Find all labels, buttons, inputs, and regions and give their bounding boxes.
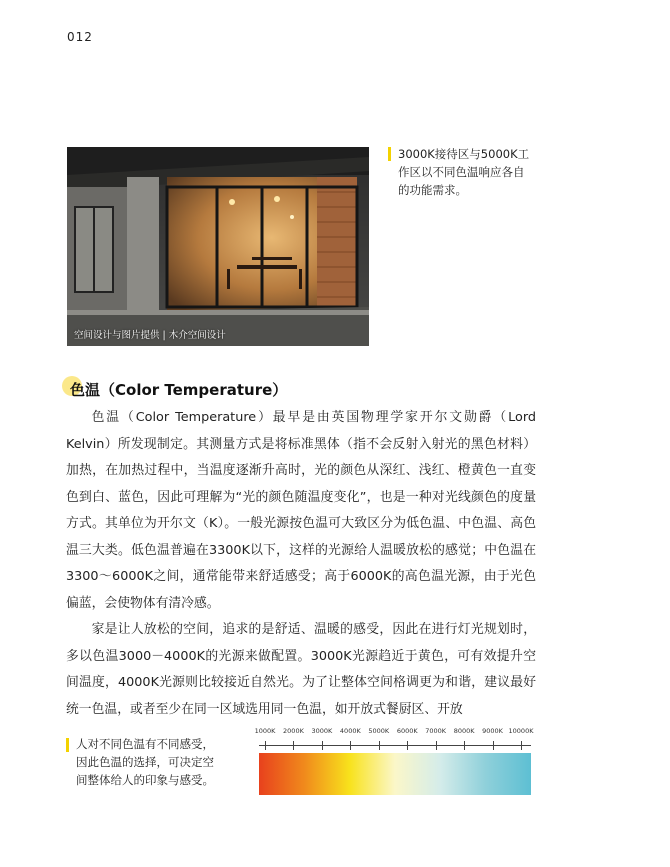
scale-label: 3000K xyxy=(311,727,333,735)
paragraph: 色温（Color Temperature）最早是由英国物理学家开尔文勋爵（Lord Kelvin）所发现制定。其测量方式是将标准黑体（指不会反射入射光的黑色材料）加热，在加热过程中，当温度逐渐升高时，光的颜色从深红、浅红、橙黄色一直变色到白、蓝色，因此可理解为“光的颜色随温度变化”，也是一种对光线颜色的度量方式。其单位为开尔文（K）。一般光源按色温可大致区分为低色温、中色温、高色温三大类。低色温普遍在3300K以下，这样的光源给人温暖放松的感觉；中色温在3300～6000K之间，通常能带来舒适感受；高于6000K的高色温光源，由于光色偏蓝，会使物体有清冷感。 xyxy=(66,410,536,611)
scale-label: 9000K xyxy=(482,727,503,735)
scale-label: 4000K xyxy=(339,727,361,735)
scale-label: 5000K xyxy=(368,727,390,735)
scale-label: 2000K xyxy=(283,727,304,735)
scale-tick xyxy=(493,741,494,750)
caption-line: 作区以不同色温响应各自 xyxy=(398,165,525,179)
color-gradient-bar xyxy=(259,753,531,795)
section-heading: 色温（Color Temperature） xyxy=(70,381,288,399)
storefront-photo xyxy=(67,147,369,346)
scale-label: 6000K xyxy=(396,727,418,735)
scale-tick xyxy=(265,741,266,750)
caption-marker xyxy=(66,738,69,752)
scale-tick xyxy=(464,741,465,750)
caption-line: 人对不同色温有不同感受， xyxy=(76,737,214,751)
scale-tick xyxy=(407,741,408,750)
scale-tick xyxy=(293,741,294,750)
paragraph: 家是让人放松的空间，追求的是舒适、温暖的感受，因此在进行灯光规划时，多以色温3000－4000K的光源来做配置。3000K光源趋近于黄色，可有效提升空间温度，4000K光源则比较接近自然光。为了让整体空间格调更为和谐，建议最好统一色温，或者至少在同一区域选用同一色温，如开放式餐厨区、开放 xyxy=(66,622,536,717)
scale-axis xyxy=(259,745,531,746)
caption-line: 3000K接待区与5000K工 xyxy=(398,147,530,161)
scale-caption xyxy=(76,735,246,789)
scale-ruler xyxy=(259,739,531,751)
color-temperature-scale xyxy=(254,727,534,795)
scale-label: 1000K xyxy=(254,727,276,735)
photo-credit: 空间设计与图片提供 | 木介空间设计 xyxy=(74,330,226,341)
scale-labels xyxy=(254,727,534,737)
scale-label: 7000K xyxy=(425,727,447,735)
storefront-illustration xyxy=(67,147,369,346)
caption-marker xyxy=(388,147,391,161)
caption-line: 的功能需求。 xyxy=(398,183,467,197)
scale-tick xyxy=(521,741,522,750)
caption-line: 间整体给人的印象与感受。 xyxy=(76,773,214,787)
page-number: 012 xyxy=(67,30,93,44)
photo-caption xyxy=(398,145,538,199)
caption-line: 因此色温的选择，可决定空 xyxy=(76,755,214,769)
scale-tick xyxy=(379,741,380,750)
scale-tick xyxy=(436,741,437,750)
scale-tick xyxy=(350,741,351,750)
body-text xyxy=(66,405,536,723)
scale-tick xyxy=(322,741,323,750)
scale-label: 10000K xyxy=(508,727,534,735)
scale-label: 8000K xyxy=(453,727,475,735)
